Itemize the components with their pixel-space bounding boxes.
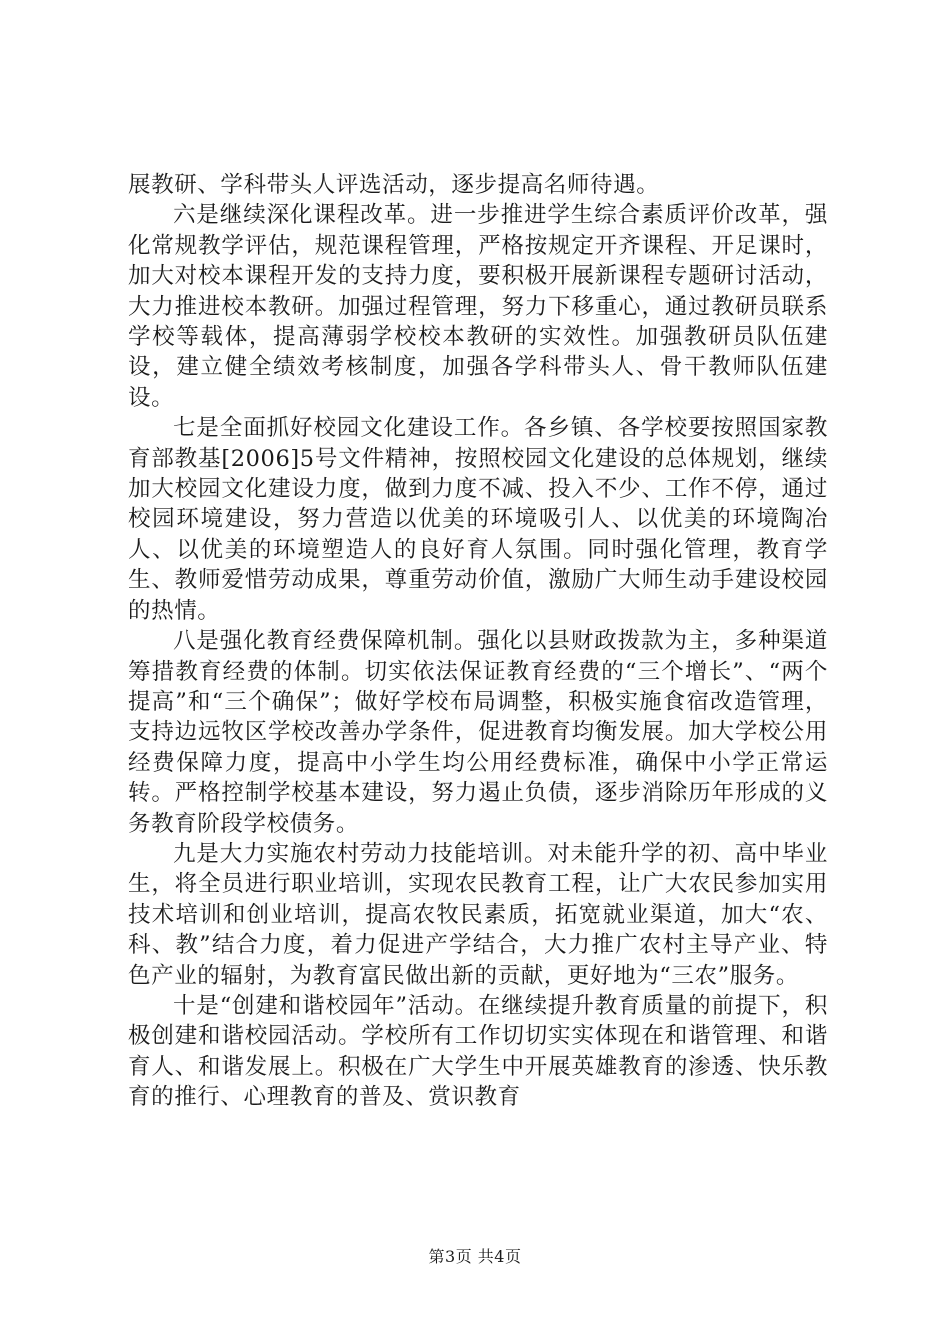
paragraph-item-7-campus-culture: 七是全面抓好校园文化建设工作。各乡镇、各学校要按照国家教育部教基[2006]5号文件精神，按照校园文化建设的总体规划，继续加大校园文化建设力度，做到力度不减、投入不少、工作不停，通过校园环境建设，努力营造以优美的环境吸引人、以优美的环境陶冶人、以优美的环境塑造人的良好育人氛围。同时强化管理，教育学生、教师爱惜劳动成果，尊重劳动价值，激励广大师生动手建设校园的热情。	[128, 415, 828, 624]
paragraph-item-8-education-funding: 八是强化教育经费保障机制。强化以县财政拨款为主，多种渠道筹措教育经费的体制。切实依法保证教育经费的“三个增长”、“两个提高”和“三个确保”；做好学校布局调整，积极实施食宿改造管理，支持边远牧区学校改善办学条件，促进教育均衡发展。加大学校公用经费保障力度，提高中小学生均公用经费标准，确保中小学正常运转。严格控制学校基本建设，努力遏止负债，逐步消除历年形成的义务教育阶段学校债务。	[128, 628, 828, 837]
paragraph-item-9-rural-training: 九是大力实施农村劳动力技能培训。对未能升学的初、高中毕业生，将全员进行职业培训，实现农民教育工程，让广大农民参加实用技术培训和创业培训，提高农牧民素质，拓宽就业渠道，加大“农、科、教”结合力度，着力促进产学结合，大力推广农村主导产业、特色产业的辐射，为教育富民做出新的贡献，更好地为“三农”服务。	[128, 840, 828, 989]
document-body	[128, 170, 828, 1113]
paragraph-continuation: 展教研、学科带头人评选活动，逐步提高名师待遇。	[128, 172, 660, 198]
paragraph-item-10-harmonious-campus: 十是“创建和谐校园年”活动。在继续提升教育质量的前提下，积极创建和谐校园活动。学校所有工作切切实实体现在和谐管理、和谐育人、和谐发展上。积极在广大学生中开展英雄教育的渗透、快乐教育的推行、心理教育的普及、赏识教育	[128, 992, 828, 1111]
paragraph-item-6-curriculum-reform: 六是继续深化课程改革。进一步推进学生综合素质评价改革，强化常规教学评估，规范课程管理，严格按规定开齐课程、开足课时，加大对校本课程开发的支持力度，要积极开展新课程专题研讨活动，大力推进校本教研。加强过程管理，努力下移重心，通过教研员联系学校等载体，提高薄弱学校校本教研的实效性。加强教研员队伍建设，建立健全绩效考核制度，加强各学科带头人、骨干教师队伍建设。	[128, 202, 828, 411]
page-number-footer: 第3页 共4页	[428, 1247, 522, 1266]
